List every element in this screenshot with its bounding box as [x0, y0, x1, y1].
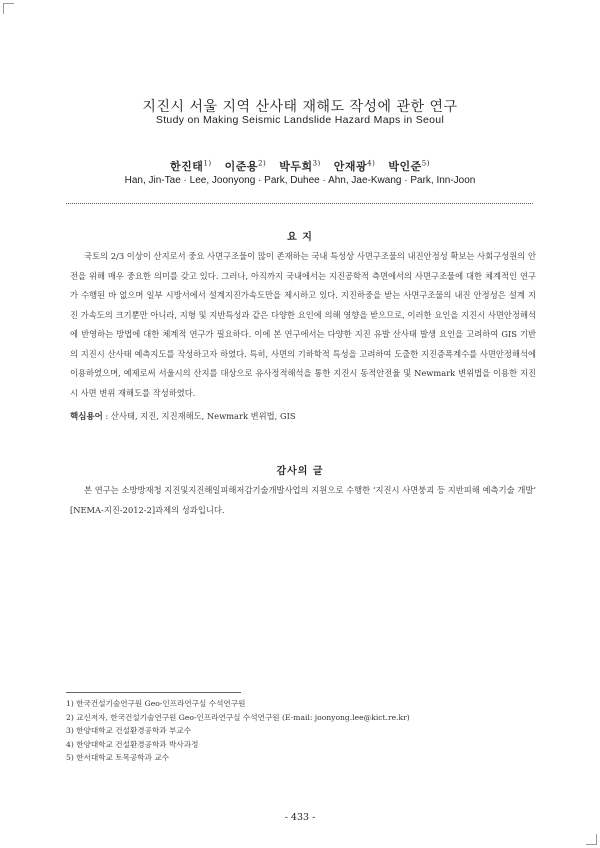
footnote-item: 1) 한국건설기술연구원 Geo-인프라연구실 수석연구원 — [66, 699, 246, 708]
page-number: - 433 - — [284, 812, 316, 823]
abstract-text: 국토의 2/3 이상이 산지로서 중요 사면구조물이 많이 존재하는 국내 특성상 사면구조물의 내진안정성 확보는 사회구성원의 안전을 위해 매우 중요한 의미를 갖고 있다. 그러나, 아직까지 국내에서는 지진공학적 측면에서의 사면구조물에 대한 체계적인 연구가 수행된 바 없으며 일부 시방서에서 설계지진가속도만을 제시하고 있다. 지진하중을 받는 사면구조물의 내진 안정성은 설계 지진 가속도의 크기뿐만 아니라, 지형 및 지반특성과 같은 다양한 요인에 의해 영향을 받으므로, 이러한 요인을 지진시 사면안정해석에 반영하는 방법에 대한 체계적 연구가 필요하다. 이에 본 연구에서는 다양한 지진 유발 산사태 발생 요인을 고려하여 GIS 기반의 지진시 산사태 예측지도를 작성하고자 하였다. 특히, 사면의 기하학적 특성을 고려하여 도출한 지진증폭계수를 사면안정해석에 이용하였으며, 예제로써 서울시의 산지를 대상으로 유사정적해석을 통한 지진시 동적안전율 및 Newmark 변위법을 이용한 지진시 사면 변위 재해도를 작성하였다. — [70, 251, 536, 398]
author-affiliation-mark: 4) — [367, 159, 376, 168]
author-name: 박인준 — [388, 160, 422, 173]
footnote-item: 4) 한양대학교 건설환경공학과 박사과정 — [66, 739, 199, 749]
keywords-text: : 산사태, 지진, 지진재해도, Newmark 변위법, GIS — [105, 411, 296, 421]
keywords-label: 핵심용어 — [70, 412, 103, 422]
acknowledgement-heading: 감사의 글 — [276, 466, 324, 477]
abstract-heading: 요 지 — [287, 232, 313, 243]
title-korean: 지진시 서울 지역 산사태 재해도 작성에 관한 연구 — [142, 99, 458, 115]
author-affiliation-mark: 1) — [203, 159, 212, 168]
author-name: 안재광 — [333, 160, 368, 173]
footnote-rule — [66, 692, 241, 693]
author-name: 박두희 — [279, 160, 313, 173]
acknowledgement-text: 본 연구는 소방방재청 지진및지진해일피해저감기술개발사업의 지원으로 수행한 ‘지진시 사면붕괴 등 지반피해 예측기술 개발’ [NEMA-지진-2012-2]과제의 성과입니다. — [70, 485, 536, 515]
author-affiliation-mark: 5) — [421, 159, 430, 168]
keywords — [70, 410, 536, 422]
footnote-item: 3) 한양대학교 건설환경공학과 부교수 — [66, 726, 192, 735]
footnote-item: 5) 한서대학교 토목공학과 교수 — [66, 753, 170, 762]
footnotes — [66, 697, 536, 765]
author-affiliation-mark: 2) — [258, 159, 267, 168]
author-name: 이준용 — [224, 160, 259, 173]
author-name: 한진태 — [170, 160, 204, 173]
header-divider — [66, 203, 533, 204]
crop-mark-bottom-right — [586, 834, 597, 845]
footnote-item: 2) 교신저자, 한국건설기술연구원 Geo-인프라연구실 수석연구원 (E-mail: joonyong.lee@kict.re.kr) — [66, 712, 410, 722]
crop-mark-top-left — [3, 3, 14, 14]
authors-korean — [0, 158, 600, 174]
author-affiliation-mark: 3) — [312, 159, 321, 168]
authors-english: Han, Jin-Tae · Lee, Joonyong · Park, Duhee · Ahn, Jae-Kwang · Park, Inn-Joon — [124, 175, 476, 186]
title-english: Study on Making Seismic Landslide Hazard Maps in Seoul — [155, 114, 445, 126]
